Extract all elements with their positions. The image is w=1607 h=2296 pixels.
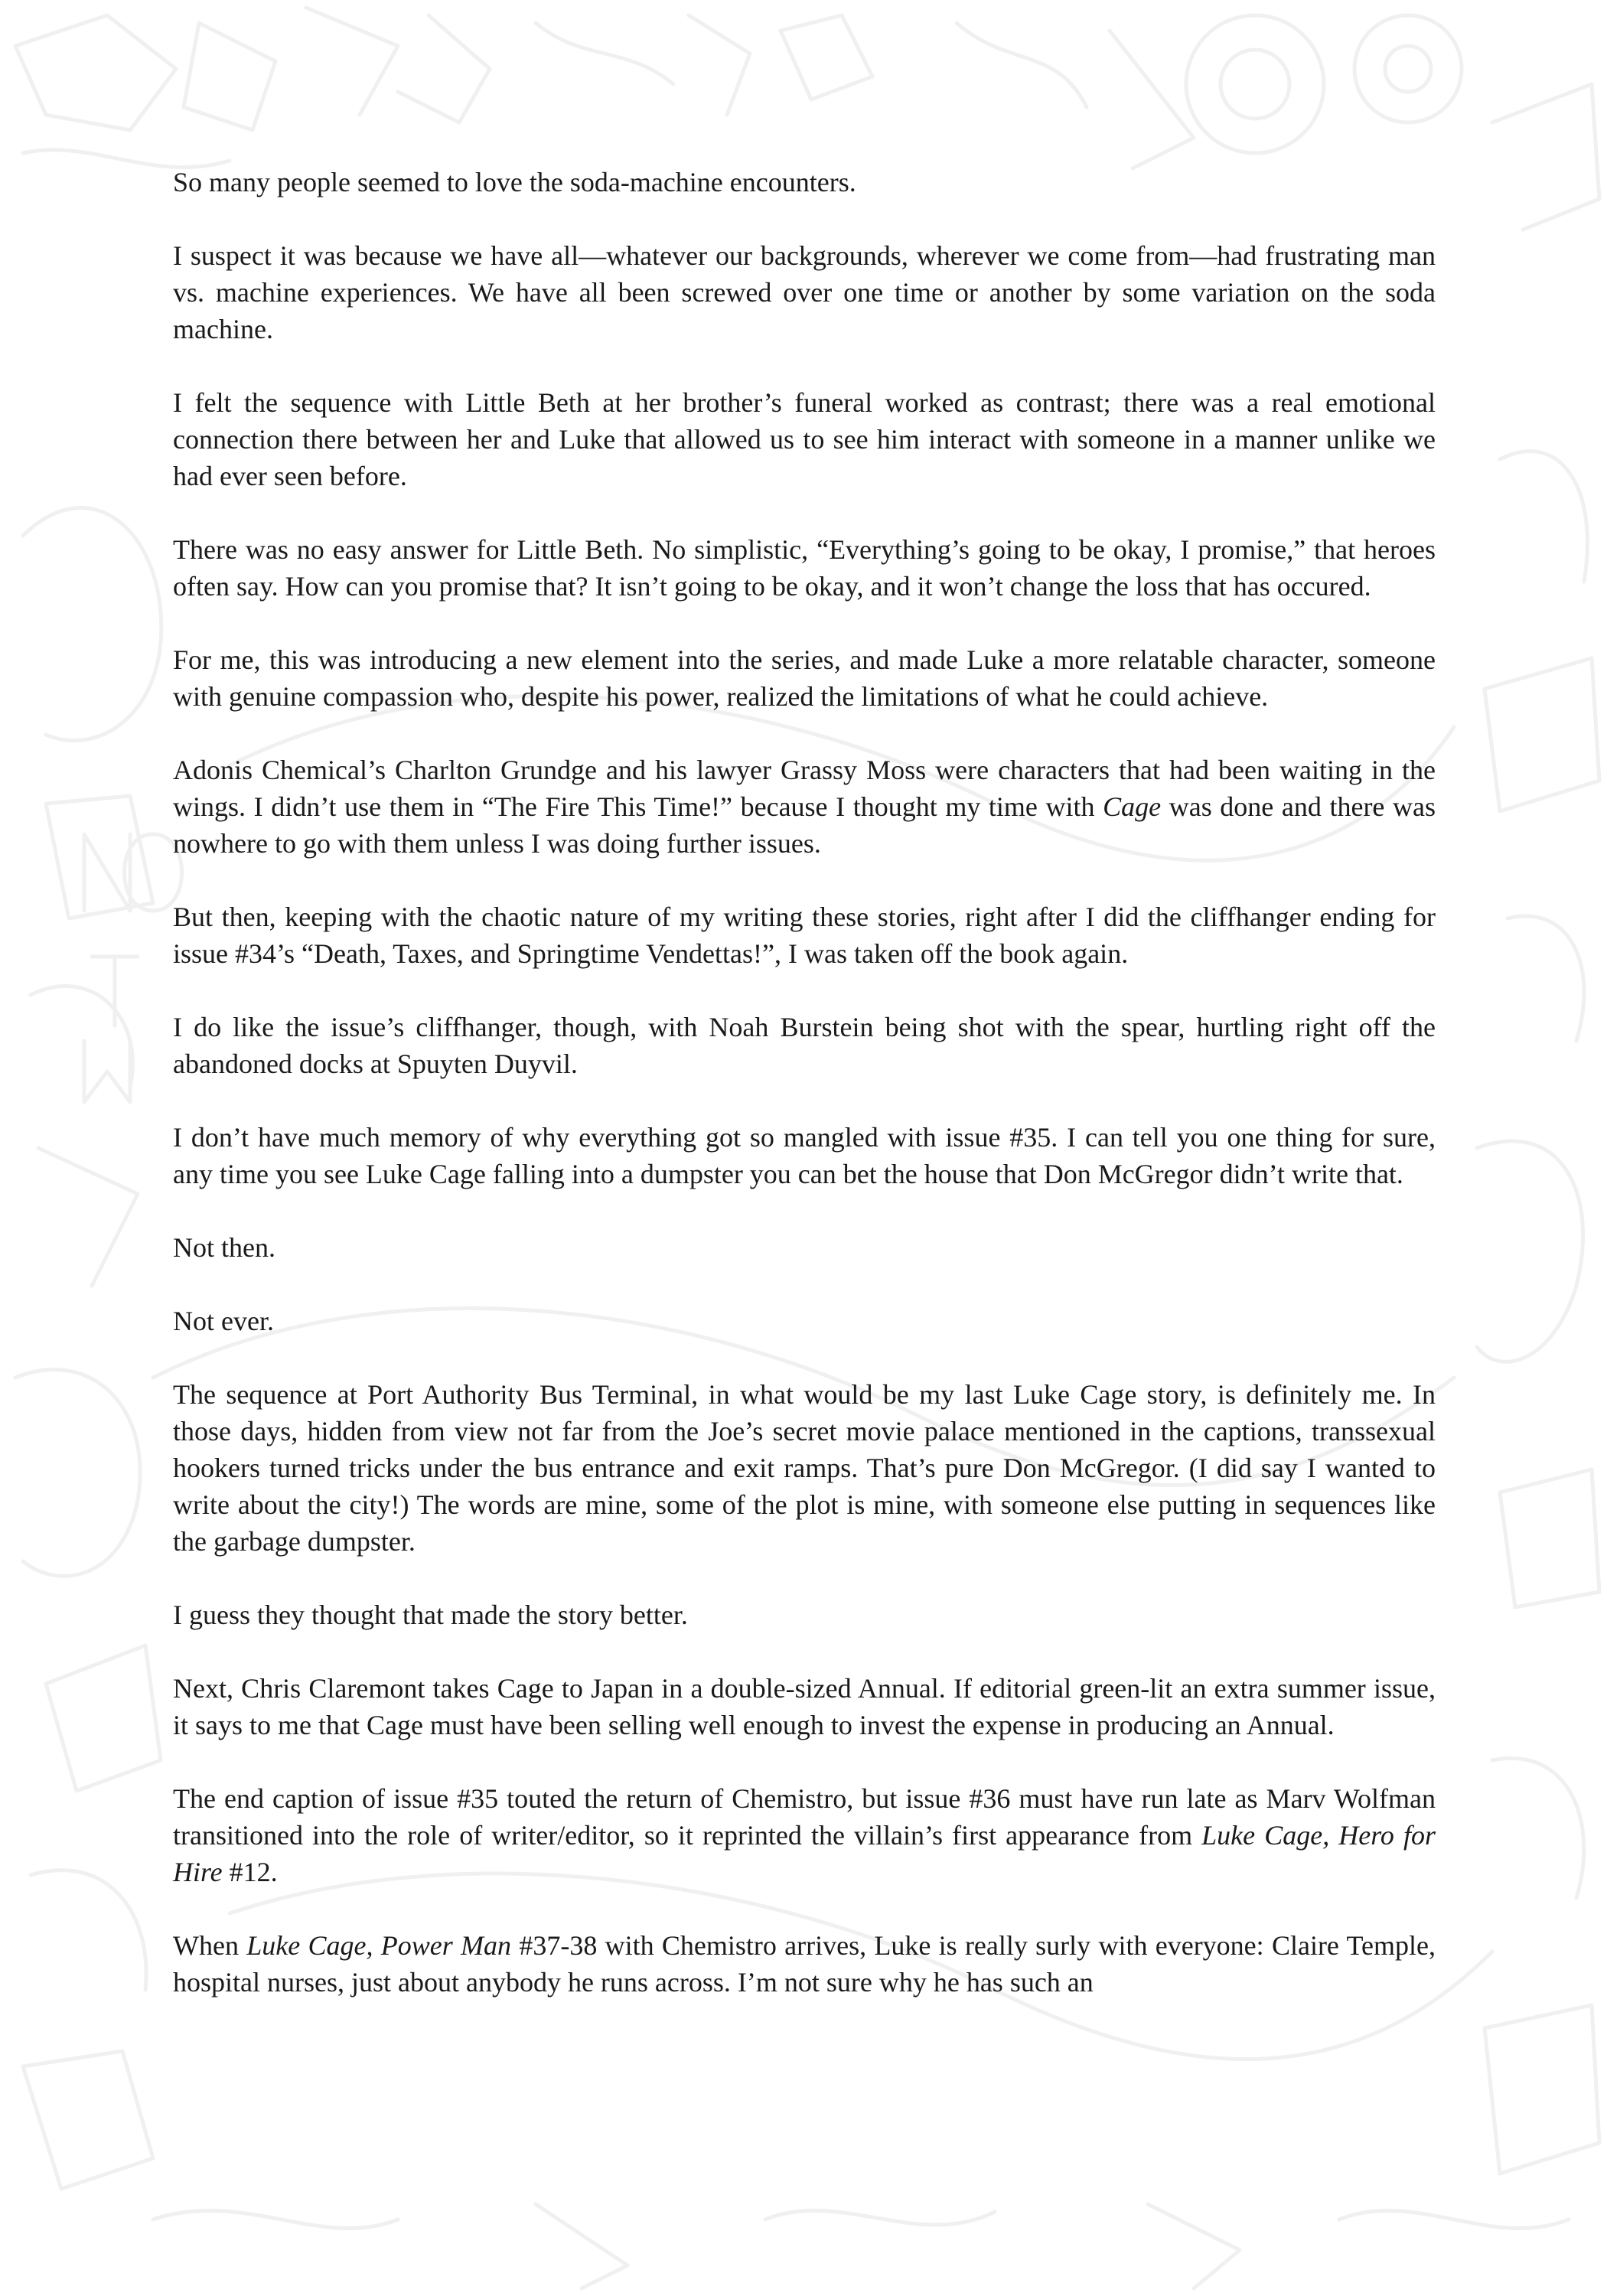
paragraph-text: was done and there was nowhere to go with them unless I was doing further issues. (173, 791, 1436, 859)
paragraph (173, 1927, 1436, 2001)
paragraph-text: #37-38 with Chemistro arrives, Luke is really surly with everyone: Claire Temple, hospital nurses, just about anybody he runs across. I’m not sure why he has such an (173, 1930, 1436, 1998)
paragraph: Not then. (173, 1232, 275, 1263)
paragraph: I suspect it was because we have all—whatever our backgrounds, wherever we come from—had frustrating man vs. machine experiences. We have all been screwed over one time or another by some variation on the soda machine. (173, 240, 1436, 344)
paragraph: For me, this was introducing a new element into the series, and made Luke a more relatable character, someone with genuine compassion who, despite his power, realized the limitations of what he could achieve. (173, 644, 1436, 712)
paragraph (173, 752, 1436, 862)
italic-title: Luke Cage, Hero for Hire (173, 1820, 1436, 1887)
paragraph: I do like the issue’s cliffhanger, though, with Noah Burstein being shot with the spear, hurtling right off the abandoned docks at Spuyten Duyvil. (173, 1012, 1436, 1079)
article-body (173, 164, 1436, 2001)
paragraph-text: Adonis Chemical’s Charlton Grundge and his lawyer Grassy Moss were characters that had been waiting in the wings. I didn’t use them in “The Fire This Time!” because I thought my time with (173, 755, 1436, 822)
italic-title: Luke Cage, Power Man (246, 1930, 512, 1961)
paragraph: I don’t have much memory of why everything got so mangled with issue #35. I can tell you one thing for sure, any time you see Luke Cage falling into a dumpster you can bet the house that Don McGregor didn’t write that. (173, 1122, 1436, 1189)
paragraph (173, 1780, 1436, 1890)
paragraph: The sequence at Port Authority Bus Terminal, in what would be my last Luke Cage story, is definitely me. In those days, hidden from view not far from the Joe’s secret movie palace mentioned in the captions, transsexual hookers turned tricks under the bus entrance and exit ramps. That’s pure Don McGregor. (I did say I wanted to write about the city!) The words are mine, some of the plot is mine, with someone else putting in sequences like the garbage dumpster. (173, 1379, 1436, 1557)
paragraph-text: #12. (222, 1857, 278, 1887)
paragraph-text: The end caption of issue #35 touted the return of Chemistro, but issue #36 must have run late as Marv Wolfman transitioned into the role of writer/editor, so it reprinted the villain’s first appearance from (173, 1783, 1436, 1851)
paragraph: There was no easy answer for Little Beth. No simplistic, “Everything’s going to be okay, I promise,” that heroes often say. How can you promise that? It isn’t going to be okay, and it won’t change the loss that has occured. (173, 534, 1436, 602)
paragraph: I guess they thought that made the story better. (173, 1600, 688, 1630)
paragraph: I felt the sequence with Little Beth at her brother’s funeral worked as contrast; there was a real emotional connection there between her and Luke that allowed us to see him interact with someone in a manner unlike we had ever seen before. (173, 387, 1436, 491)
paragraph: But then, keeping with the chaotic nature of my writing these stories, right after I did the cliffhanger ending for issue #34’s “Death, Taxes, and Springtime Vendettas!”, I was taken off the book again. (173, 902, 1436, 969)
paragraph-text: When (173, 1930, 247, 1961)
paragraph: Not ever. (173, 1306, 274, 1336)
italic-title: Cage (1103, 791, 1162, 822)
paragraph: Next, Chris Claremont takes Cage to Japan in a double-sized Annual. If editorial green-lit an extra summer issue, it says to me that Cage must have been selling well enough to invest the expense in producing an Annual. (173, 1673, 1436, 1740)
paragraph: So many people seemed to love the soda-machine encounters. (173, 167, 856, 197)
